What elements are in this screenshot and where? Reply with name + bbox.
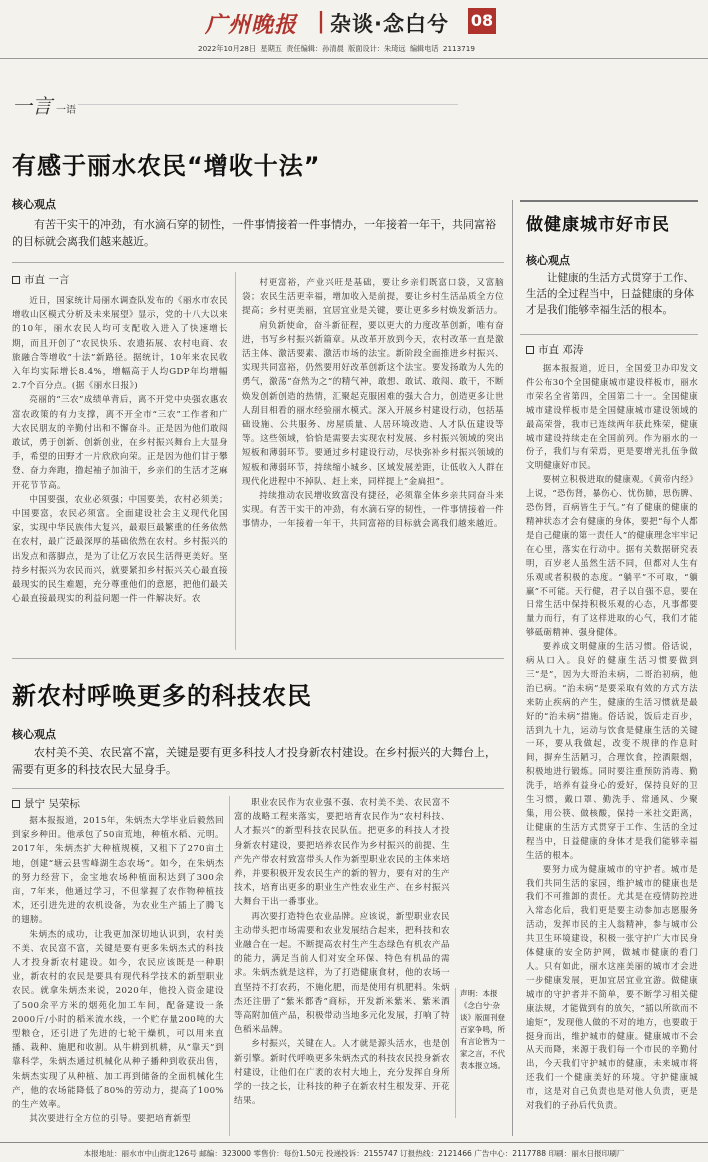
paragraph: 朱炳杰的成功，让我更加深切地认识到，农村美不美、农民富不富，关键是要有更多朱炳杰式的科技人才投身新农村建设。如今，农民应该既是一种职业，新农村的农民是要具有现代科学技术的新型职业农民。就拿朱炳杰来说，2020年，他投入资金建设了500余平方米的烟苑化加工车间，配备建设一条2000斤/小时的稻米流水线，一个贮存量200吨的大型粮仓，还引进了先进的七轮干燥机，可以用来直播、栽种、施肥和收割。从牛耕到机耕，从“靠天”到靠科学，朱炳杰通过机械化从种子播种到收获出售，朱炳杰实现了从种植、加工再到储备的全面机械化生产，他的农场能降低了80%的劳动力，提高了100%的生产效率。 (12, 929, 224, 1111)
paragraph: 据本报报道，2015年，朱炳杰大学毕业后毅然回到家乡种田。他承包了50亩荒地，种植水稻、元明。2017年，朱炳杰扩大种植规模，又租下了270亩土地，创建“塘云县雪峰湖生态农场”。如今，在朱炳杰的努力经营下，金宝地农场种植面积达到了300余亩，7年来，他通过学习，不但掌握了农作物种植技术，还引进先进的农机设备，为农业生产插上了腾飞的翅膀。 (12, 816, 224, 926)
article3-title: 做健康城市好市民 (526, 215, 670, 235)
paper-logo: 广州晚报 (205, 12, 298, 38)
paragraph: 持续推动农民增收致富没有捷径，必须靠全体乡亲共同奋斗来实现。有苦干实干的冲劲，有水滴石穿的韧性，一件事情接着一件事情办，一年接着一年干，共同富裕的目标就会离我们越来越近。 (242, 491, 504, 530)
article2-byline (12, 796, 80, 811)
article3-top-rule (520, 200, 698, 202)
page-number: 08 (468, 8, 496, 34)
paragraph: 乡村振兴，关键在人。人才就是源头活水，也是创新引擎。新时代呼唤更多朱炳杰式的科技农民投身新农村建设，让他们在广袤的农村大地上，充分发挥自身所学的一技之长，让科技的种子在新农村生根发芽、开花结果。 (234, 1039, 450, 1107)
paragraph: 要养成文明健康的生活习惯。俗话说，病从口入。良好的健康生活习惯要做到三“是”，因为大哥治未病，二哥治初病，他治已病。“治未病”是要采取有效的方式方法来防止疾病的产生，健康的生活习惯就是最好的“治未病”措施。俗话说，饭后走百步，活到九十九，运动与饮食是健康生活的关键一环，要从我做起，改变不规律的作息时间，摒弃生活陋习，合理饮食，控酒限烟，积极地进行锻炼。同时要注重预防消毒、勤洗手，培养有益身心的爱好，保持良好的卫生习惯，戴口罩、勤洗手、常通风、少聚集，用公筷、做核酸，保持一米社交距离，让健康的生活方式贯穿于工作、生活的全过程当中，日益健康的身体才是我们能够幸福生活的根本。 (526, 641, 698, 860)
article3-kp-label: 核心观点 (526, 254, 570, 267)
paragraph: 职业农民作为农业强不强、农村美不美、农民富不富的战略工程来落实，要把培育农民作为“农村科技、人才振兴”的新型科技农民队伍。把更多的科技人才投身新农村建设，要把培养农民作为乡村振兴的前提、生产先产带农村致富带头人作为新型职业农民的主体来培养，并要积极开发农民生产的新的智力，要有对的生产技术，培育出更多的职业生产性农业生产、在乡村振兴大舞台干出一番事业。 (234, 798, 450, 908)
column-divider (235, 272, 236, 650)
issue-info: 2022年10月28日 星期五 责任编辑：孙清晨 版面设计：朱琦远 编辑电话 2113719 (198, 44, 475, 53)
paragraph: 要努力成为健康城市的守护者。城市是我们共同生活的家园，维护城市的健康也是我们不可推卸的责任。尤其是在疫情防控进入常态化后，我们更是要主动参加志愿服务活动，发挥市民的主人翁精神，参与城市公共卫生环境建设，积极一张守护广大市民身体健康的安全防护网，做城市健康的看门人。只有如此，丽水这座美丽的城市才会进一步健康发展，更加宜居宜业宜游。做健康城市的守护者并不简单，要不断学习相关健康法规，才能做到有的放矢，“插以所欲而不逾矩”，发现他人做的不对的地方，也要敢于挺身而出，维护城市的健康。健康城市不会从天而降，来源于我们每一个市民的辛勤付出，今天我们守护城市的健康，未来城市将还我们一个健康美好的环境。守护健康城市，这是对自己负责也是对他人负责，更是对我们的子孙后代负责。 (526, 863, 698, 1111)
article2-rule (12, 788, 504, 789)
paragraph: 要树立积极进取的健康观。《黄帝内经》上说，“恐伤肾，暴伤心、忧伤肺，思伤脾、恐伤肾，百病皆生于气。”有了健康的健康的精神状态才会有健康的身体，要把“每个人都是自己健康的第一责任人”的健康理念牢牢记在心里，落实在行动中。据有关数据研究表明，百岁老人虽然生活不同，但都对人生有乐观或者积极的态度。“躺平”不可取，“躺赢”不可能。天行健，君子以自强不息，要在日常生活中保持积极乐观的心态，凡事都要量力而行，有了这样进取的心气，我们才能够砥砺精神、强身健体。 (526, 474, 698, 638)
footer: 本报地址：丽水市中山街北126号 邮编：323000 零售价：每份1.50元 投递投诉：2155747 订报热线：2121466 广告中心：2117788 印刷：丽水日报印刷厂 (0, 1142, 708, 1162)
section-label-yu: 一语 (56, 105, 76, 116)
column-divider (229, 796, 230, 1136)
paragraph: 肩负新使命，奋斗新征程，要以更大的力度改革创新，唯有奋进，书写乡村振兴新篇章。从改革开放到今天，农村改革一直是激活主体、激活要素、激活市场的法宝。新阶段全面推进乡村振兴、实现共同富裕，仍然要用好改革创新这个法宝。要发扬敢为人先的勇气，激荡“奋然为之”的精气神，敢想、敢试、敢闯、敢干，不断焕发创新创造的热情，汇聚起克服困难的强大合力，创造更多让世人刮目相看的丽水经验丽水模式。深入开展乡村建设行动，包括基础设施、公共服务、房屋质量、人居环境改造、人才队伍建设等等。这些领域，恰恰是需要去实现农村发展、乡村振兴领域的突出短板和薄弱环节。要通过乡村建设行动，尽快弥补乡村振兴领域的短板和薄弱环节，持续缩小城乡、区域发展差距，让低收入人群在现代化进程中不掉队、赶上来，同样提上“金扁担”。 (242, 320, 504, 487)
right-column-divider (512, 200, 513, 1136)
article2-byline-text: 景宁 吴荣标 (24, 798, 80, 810)
article1-title: 有感于丽水农民“增收十法” (12, 152, 321, 180)
masthead (0, 0, 708, 60)
paragraph: 亮丽的“三农”成绩单背后，离不开党中央强农惠农富农政策的有力支撑，离不开全市“三农”工作者和广大农民朋友的辛勤付出和不懈奋斗。正是因为他们敢闯敢试，勇于创新、创新创业，在乡村振兴舞台上大显身手，希望的田野才一片欣欣向荣。正是因为他们甘于攀登、奋力奔跑，撸起袖子加油干，乡亲们的生活才芝麻开花节节高。 (12, 395, 228, 491)
article2-kp-label: 核心观点 (12, 728, 56, 741)
article1-lead: 有苦干实干的冲劲，有水滴石穿的韧性，一件事情接着一件事情办，一年接着一年干，共同富裕的目标就会离我们越来越近。 (12, 218, 496, 248)
byline-box-icon (12, 800, 20, 808)
article3-body (526, 362, 698, 1136)
article1-byline (12, 272, 69, 287)
paragraph: 近日，国家统计局丽水调查队发布的《丽水市农民增收山区模式分析及未来展望》显示，党的十八大以来的10年，丽水农民人均可支配收入进入了快速增长期，而且开创了“农民快乐、农遗拓展、农村电商、农旅融合等增收”十法”新路径。据统计，10年来农民收入年均实际增长8.4%，增幅高于人均GDP年均增幅2.7个百分点。(据《丽水日报》) (12, 296, 228, 392)
article2-col1 (12, 814, 224, 1136)
section-label-yi: 一言 (12, 94, 52, 118)
paragraph: 中国要强，农业必须强；中国要美，农村必须美；中国要富，农民必须富。全面建设社会主义现代化国家，实现中华民族伟大复兴，最艰巨最繁重的任务依然在农村，最广泛最深厚的基础依然在农村。乡村振兴的出发点和落脚点，是为了让亿万农民生活得更美好。坚持乡村振兴为农民而兴，就要紧扣乡村振兴关心最直接最现实的民生难题，充分尊重他们的意愿，把他们最关心最直接最现实的利益问题一件一件解决好。农 (12, 494, 228, 605)
section-label (12, 90, 76, 119)
article1-kp-label: 核心观点 (12, 198, 56, 211)
article1-byline-text: 市直 一言 (24, 274, 70, 286)
article3-byline-text: 市直 邓涛 (538, 344, 584, 356)
paragraph: 其次要进行全方位的引导。要把培育新型 (29, 1114, 192, 1125)
article3-lead: 让健康的生活方式贯穿于工作、生活的全过程当中，日益健康的身体才是我们能够幸福生活的根本。 (526, 272, 694, 316)
article1-rule (12, 262, 504, 263)
article1-col1 (12, 294, 228, 650)
paragraph: 据本报报道，近日，全国爱卫办印发文件公布30个全国健康城市建设样板市，丽水市荣名全省第四，全国第二十一。全国健康城市建设样板市是全国健康城市建设领域的最高荣誉，我市已连续两年获此殊荣，健康城市建设持续走在全国前列。作为丽水的一份子，我们与有荣焉，更是要增光扎伍争做文明健康好市民。 (526, 363, 698, 471)
article-divider (12, 658, 504, 659)
byline-box-icon (12, 276, 20, 284)
column-name: 杂谈·念白兮 (330, 12, 449, 36)
section-label-rule (78, 104, 458, 105)
masthead-separator: | (317, 8, 326, 34)
article3-rule (520, 334, 698, 335)
article2-lead: 农村美不美、农民富不富，关键是要有更多科技人才投身新农村建设。在乡村振兴的大舞台上，需要有更多的科技农民大显身手。 (12, 746, 496, 776)
article2-title: 新农村呼唤更多的科技农民 (12, 682, 312, 710)
article3-byline (526, 342, 583, 357)
paragraph: 再次要打造特色农业品牌。应该说，新型职业农民主动带头把市场需要和农业发展结合起来，把科技和农业融合在一起。不断提高农村生产生态绿色有机农产品的能力，满足当前人们对安全环保、特色有机品的需求。朱炳杰就是这样，为了打造健康食材，他的农场一直坚持不打农药，不施化肥，而是使用有机肥料。朱炳杰还注册了“紫米都香”商标，开发新米紫米、紫米酒等高附加值产品，积极带动当地多元化发展，打响了特色稻米品牌。 (234, 911, 450, 1036)
declaration: 声明：本报《念白兮·杂谈》版面刊登百家争鸣，所有言论皆为一家之言，不代表本报立场。 (455, 988, 510, 1118)
masthead-rule (0, 58, 708, 59)
article1-col2 (242, 276, 504, 650)
article2-col2 (234, 796, 450, 1136)
paragraph: 村更富裕，产业兴旺是基础，要让乡亲们既富口袋，又富脑袋；农民生活更幸福，增加收入是前提，要让乡村生活品质全方位提高；乡村更美丽，宜居宜业是关键，要让更多乡村焕发新活力。 (242, 278, 504, 317)
byline-box-icon (526, 346, 534, 354)
